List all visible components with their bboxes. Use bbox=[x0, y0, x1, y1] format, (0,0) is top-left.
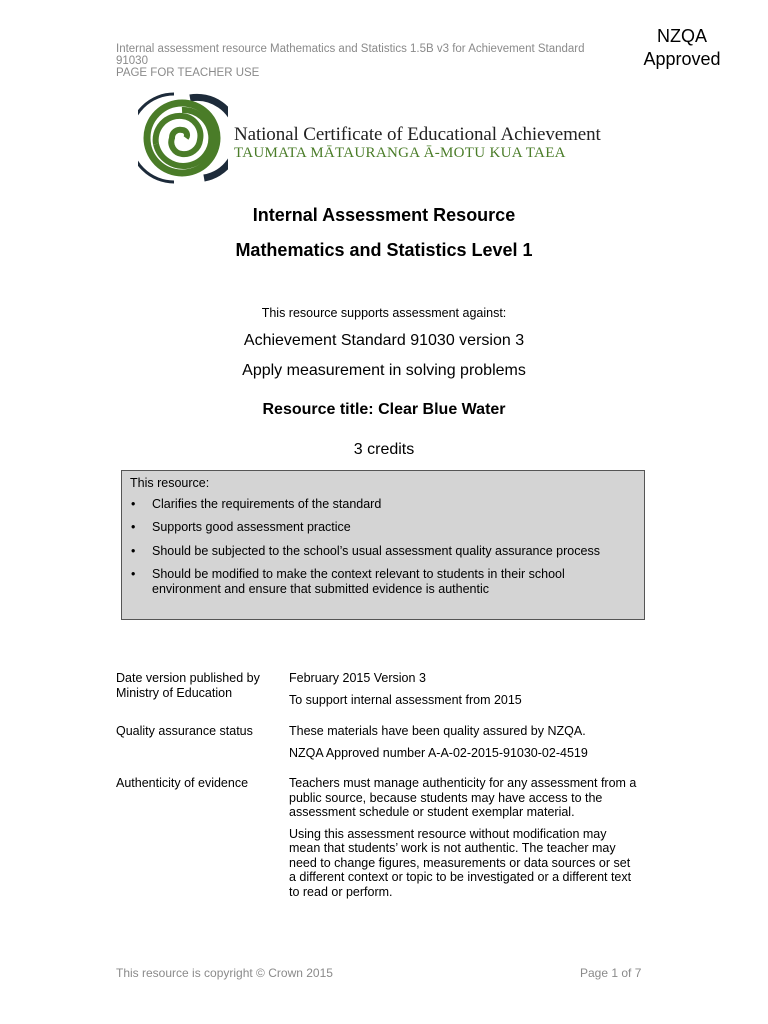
bullet-icon: • bbox=[131, 496, 136, 511]
date-value-2: To support internal assessment from 2015 bbox=[289, 692, 522, 707]
title-line-1: Internal Assessment Resource bbox=[252, 205, 516, 225]
support-text: This resource supports assessment against: bbox=[261, 306, 507, 320]
bullet-icon: • bbox=[131, 520, 136, 534]
list-item-text: Should be modified to make the context relevant to students in their school environment and ensure that submitted evidence is authentic bbox=[152, 567, 565, 596]
nzqa-approved-label bbox=[636, 25, 728, 71]
qa-label: Quality assurance status bbox=[116, 724, 253, 738]
date-value-1: February 2015 Version 3 bbox=[289, 671, 426, 685]
date-value bbox=[289, 671, 639, 714]
ncea-english-name: National Certificate of Educational Achievement bbox=[234, 124, 601, 145]
box-list bbox=[130, 497, 636, 597]
qa-value bbox=[289, 724, 639, 767]
list-item bbox=[130, 520, 636, 535]
meta-row-qa bbox=[116, 724, 646, 774]
authenticity-value bbox=[289, 776, 639, 906]
list-item bbox=[130, 544, 636, 559]
header-line-3: PAGE FOR TEACHER USE bbox=[116, 67, 260, 79]
footer-page-number: Page 1 of 7 bbox=[580, 966, 642, 980]
header-line-1: Internal assessment resource Mathematics and Statistics 1.5B v3 for Achievement Standard bbox=[116, 43, 585, 55]
approved-line-2: Approved bbox=[643, 49, 721, 69]
bullet-icon: • bbox=[131, 567, 136, 581]
standard-title: Apply measurement in solving problems bbox=[242, 362, 526, 379]
meta-row-authenticity bbox=[116, 776, 646, 926]
ncea-koru-spiral-logo-icon bbox=[138, 88, 228, 188]
list-item-text: Supports good assessment practice bbox=[152, 520, 351, 534]
list-item-text: Should be subjected to the school’s usual assessment quality assurance process bbox=[152, 543, 600, 558]
ncea-maori-name: TAUMATA MĀTAURANGA Ā-MOTU KUA TAEA bbox=[234, 145, 566, 161]
header-line-2: 91030 bbox=[116, 55, 148, 67]
qa-value-2: NZQA Approved number A-A-02-2015-91030-02-4519 bbox=[289, 745, 588, 760]
title-line-2: Mathematics and Statistics Level 1 bbox=[235, 240, 533, 260]
box-intro: This resource: bbox=[130, 476, 210, 490]
achievement-standard: Achievement Standard 91030 version 3 bbox=[243, 332, 525, 349]
bullet-icon: • bbox=[131, 543, 136, 558]
page-header bbox=[116, 43, 646, 79]
footer-copyright: This resource is copyright © Crown 2015 bbox=[116, 966, 333, 980]
authenticity-value-2: Using this assessment resource without modification may mean that students’ work is not authentic. The teacher may need to change figures, measurements or data sources or set a different context or topic to be investigated or a different text to read or perform. bbox=[289, 826, 632, 899]
list-item-text: Clarifies the requirements of the standard bbox=[152, 496, 382, 511]
authenticity-label: Authenticity of evidence bbox=[116, 776, 249, 790]
approved-line-1: NZQA bbox=[656, 26, 707, 46]
list-item bbox=[130, 567, 636, 596]
meta-row-date bbox=[116, 671, 646, 721]
resource-title: Resource title: Clear Blue Water bbox=[262, 401, 506, 418]
date-label: Date version published by Ministry of Education bbox=[116, 671, 260, 700]
authenticity-value-1: Teachers must manage authenticity for any assessment from a public source, because students may have access to the assessment schedule or student exemplar material. bbox=[289, 776, 637, 819]
resource-info-box bbox=[121, 470, 645, 620]
credits: 3 credits bbox=[353, 441, 415, 458]
qa-value-1: These materials have been quality assured by NZQA. bbox=[289, 724, 586, 738]
list-item bbox=[130, 497, 636, 512]
